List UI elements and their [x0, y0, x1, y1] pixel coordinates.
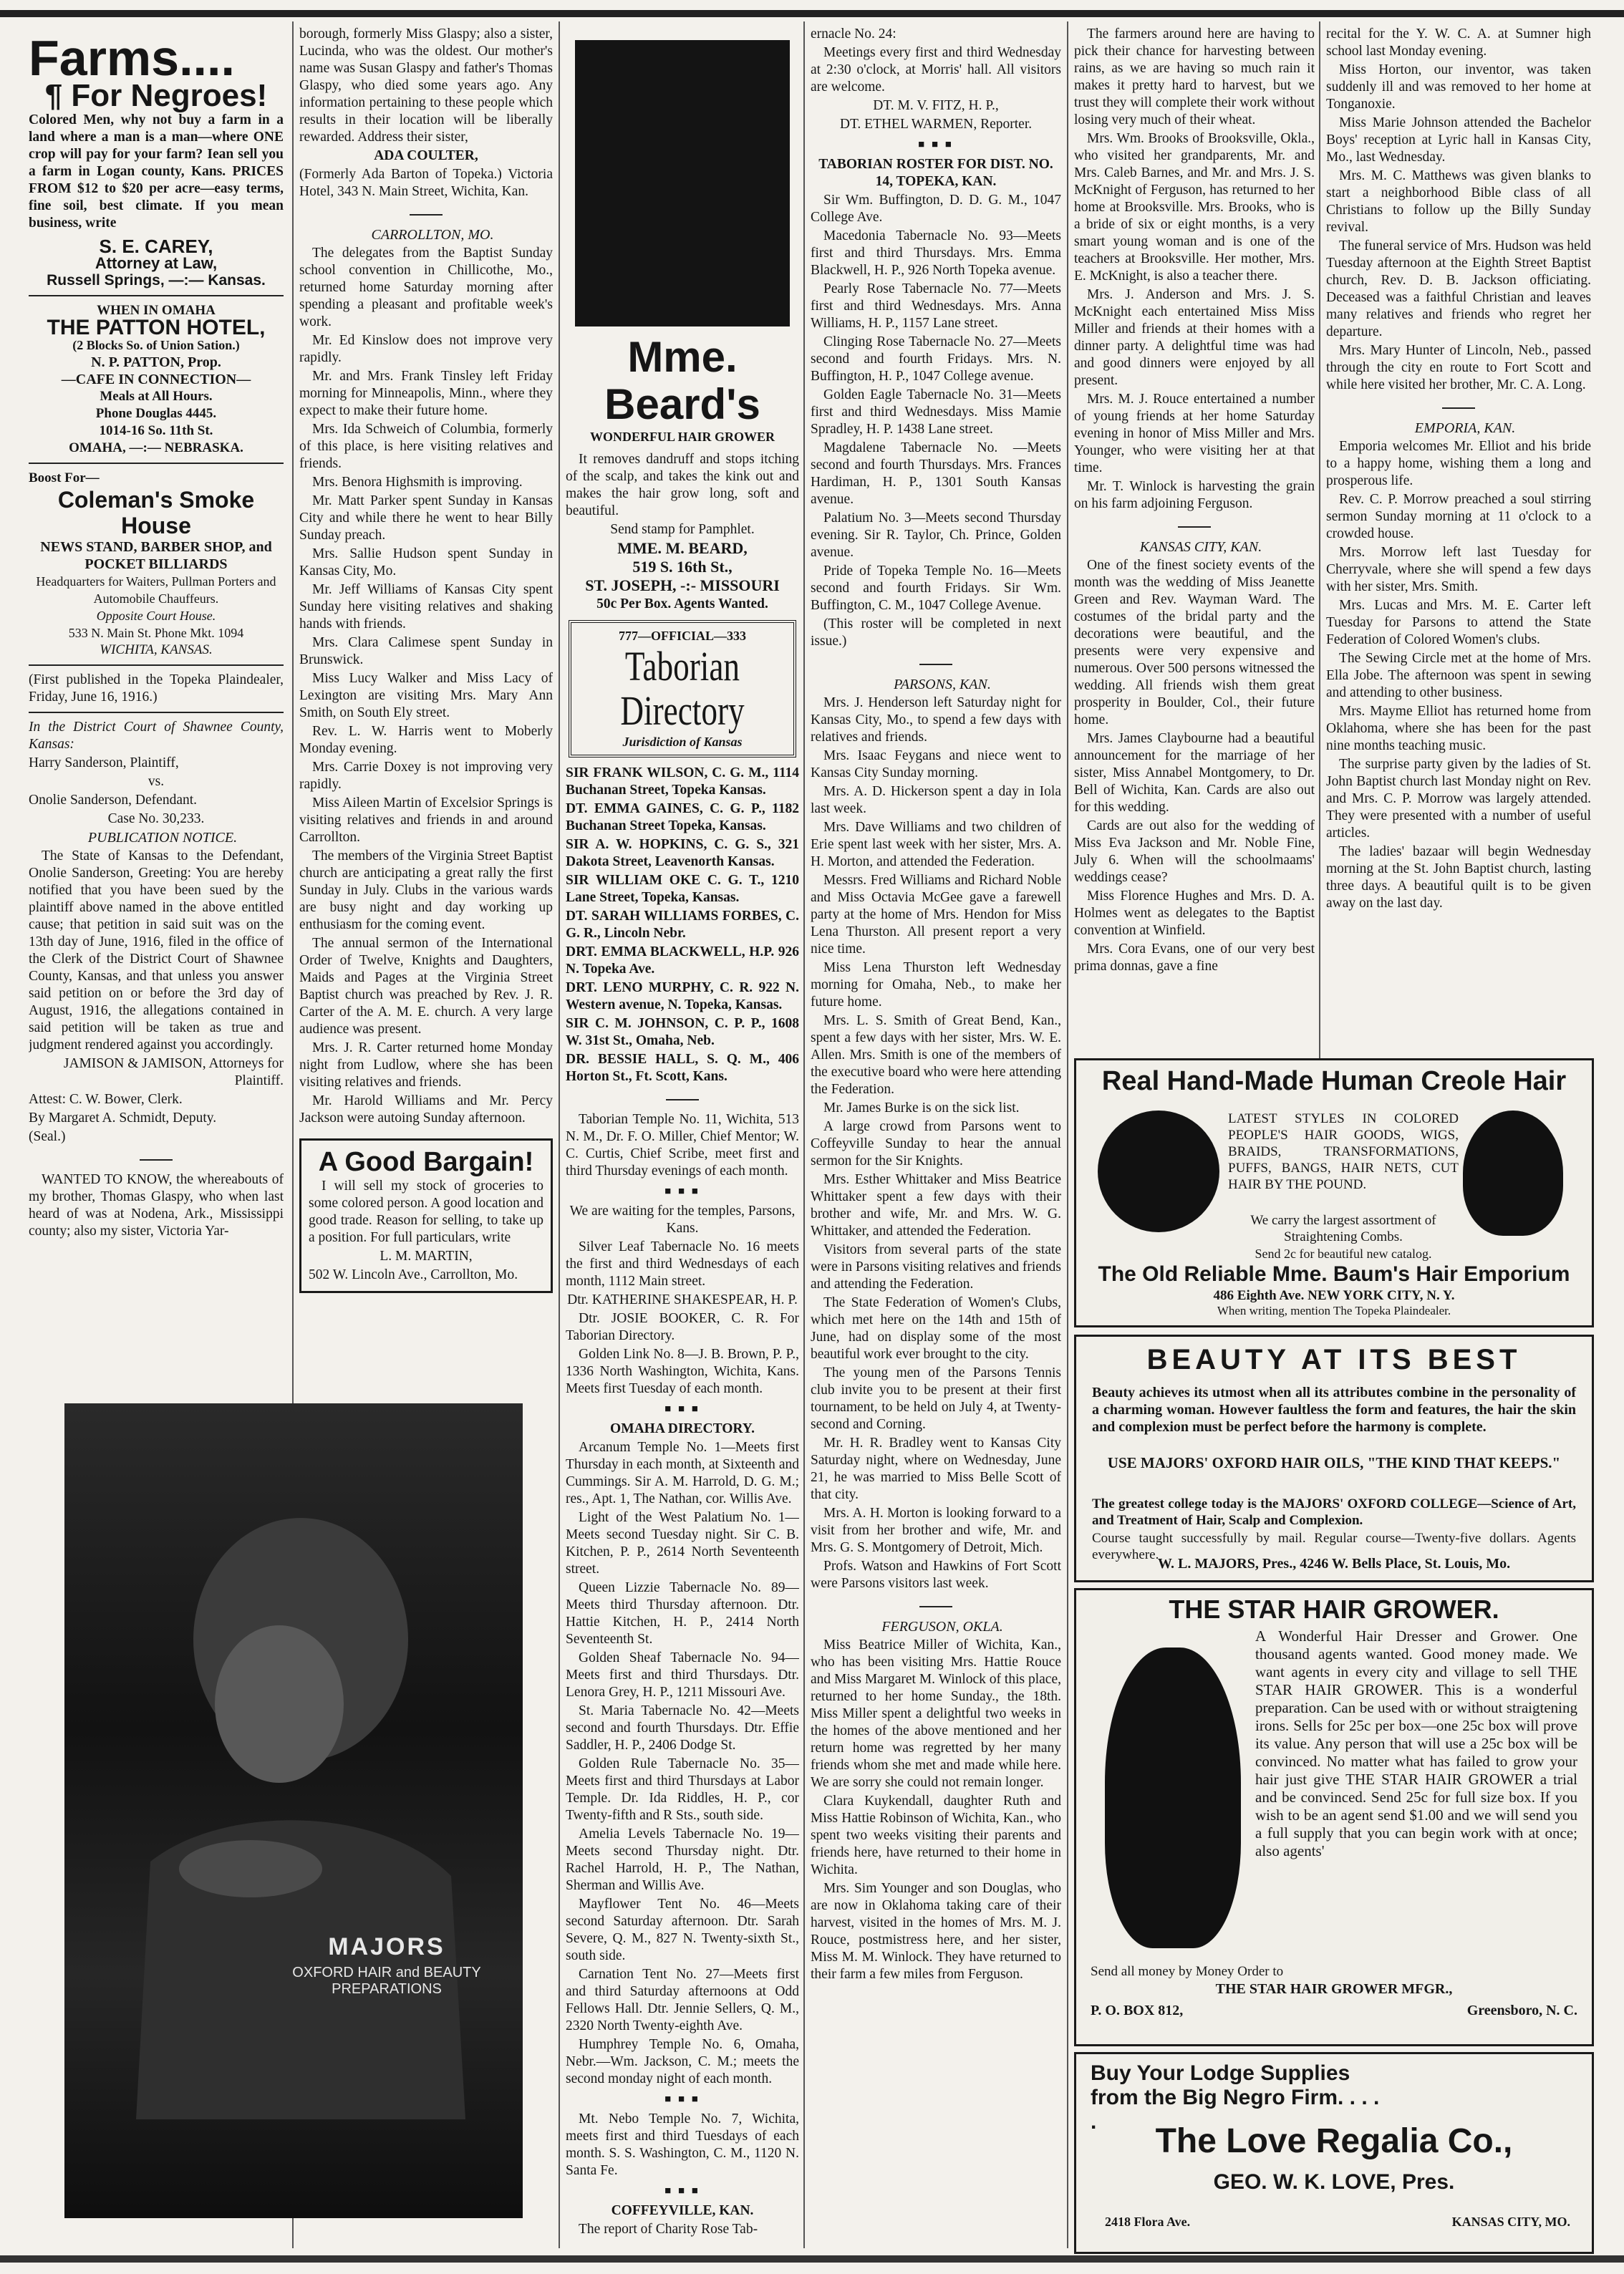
beauty-college: The greatest college today is the MAJORS' OXFORD COLLEGE—Science of Art, and Treatment of Hair, Scalp and Complexion.	[1092, 1496, 1576, 1528]
roster-entry: Magdalene Tabernacle No. —Meets second and fourth Thursdays. Mrs. Frances Hardiman, H. P., 1301 South Kansas avenue.	[811, 440, 1061, 507]
kansas-city-item: Miss Marie Johnson attended the Bachelor Boys' reception at Lyric hall in Kansas City, Mo., last Wednesday.	[1326, 115, 1591, 165]
star-hair-po: P. O. BOX 812,	[1091, 2003, 1184, 2018]
carrollton-item: Rev. L. W. Harris went to Moberly Monday evening.	[299, 724, 553, 756]
kansas-city-heading: KANSAS CITY, KAN.	[1139, 539, 1262, 555]
column-divider	[1319, 21, 1320, 1081]
patton-city: OMAHA, —:— NEBRASKA.	[69, 440, 243, 455]
beauty-body: Beauty achieves its utmost when all its attributes combine in the personality of a charming woman. However faultless the form and features, the hair the skin and complexion must be perfect before the harmony is complete.	[1092, 1385, 1576, 1435]
carey-title: Attorney at Law,	[95, 254, 218, 272]
ferguson-item: Mrs. M. J. Rouce entertained a number of young friends at her home Saturday evening in honor of Miss Miller and Mrs. Younger, who were visiting her at that time.	[1074, 392, 1315, 475]
star-hair-money: Send all money by Money Order to	[1091, 1964, 1284, 1979]
creole-hair-catalog: Send 2c for beautiful new catalog.	[1255, 1247, 1432, 1261]
roster-entry: Pearly Rose Tabernacle No. 77—Meets first and third Wednesdays. Mrs. Anna Williams, H. P., 1157 Lane street.	[811, 281, 1061, 331]
hair-switch-image	[1098, 1111, 1219, 1232]
good-bargain-ad	[299, 1138, 553, 1293]
farms-ad-body: Colored Men, why not buy a farm in a land where a man is a man—where ONE crop will pay for your farm? Iean sell you a farm in Logan county, Kans. PRICES FROM $12 to $20 per acre—easy terms, fine soil, best climate. If you mean business, write	[29, 112, 284, 231]
parsons-item: A large crowd from Parsons went to Coffeyville Sunday to hear the annual sermon for the Sir Knights.	[811, 1119, 1061, 1169]
directory-number: 777—OFFICIAL—333	[618, 629, 746, 643]
carrollton-item: Mr. Harold Williams and Mr. Percy Jackson were autoing Sunday afternoon.	[299, 1093, 553, 1126]
waiting-temples: We are waiting for the temples, Parsons, Kans.	[569, 1204, 796, 1236]
coleman-line3: Headquarters for Waiters, Pullman Porters and Automobile Chauffeurs.	[36, 574, 276, 606]
for-negroes-headline: ¶ For Negroes!	[44, 78, 268, 113]
carrollton-item: Mrs. Benora Highsmith is improving.	[312, 475, 523, 490]
regalia-city: KANSAS CITY, MO.	[1451, 2215, 1570, 2229]
good-bargain-title: A Good Bargain!	[318, 1147, 534, 1177]
charity-rose: The report of Charity Rose Tab-	[579, 2222, 758, 2237]
parsons-item: Mrs. A. H. Morton is looking forward to a visit from her brother and wife, Mr. and Mrs. G. S. Montgomery of Detroit, Mich.	[811, 1506, 1061, 1555]
majors-photo-brand: MAJORS	[328, 1933, 445, 1960]
column-divider	[559, 21, 560, 2248]
patton-address: 1014-16 So. 11th St.	[99, 423, 213, 438]
omaha-entry: Humphrey Temple No. 6, Omaha, Nebr.—Wm. Jackson, C. M.; meets the second monday night of each month.	[566, 2037, 799, 2086]
tabernacle-24: ernacle No. 24:	[811, 26, 896, 42]
creole-hair-combs: We carry the largest assortment of Straightening Combs.	[1250, 1213, 1436, 1244]
carrollton-item: Miss Aileen Martin of Excelsior Springs is visiting relatives and friends in and around Carrollton.	[299, 795, 553, 845]
carrollton-item: Mrs. Carrie Doxey is not improving very rapidly.	[299, 760, 553, 792]
plaintiff: Harry Sanderson, Plaintiff,	[29, 755, 179, 770]
separator	[299, 205, 553, 222]
kansas-city-item: Mrs. Cora Evans, one of our very best prima donnas, gave a fine	[1074, 942, 1315, 974]
directory-entry: DRT. EMMA BLACKWELL, H.P. 926 N. Topeka Ave.	[566, 944, 799, 977]
directory-entry: SIR WILLIAM OKE C. G. T., 1210 Lane Street, Topeka, Kansas.	[566, 873, 799, 905]
directory-entry: DT. EMMA GAINES, C. G. P., 1182 Buchanan Street Topeka, Kansas.	[566, 801, 799, 833]
omaha-entry: Golden Sheaf Tabernacle No. 94—Meets first and third Thursdays. Dtr. Lenora Grey, H. P., 1211 Missouri Ave.	[566, 1650, 799, 1700]
ferguson-item: Mr. T. Winlock is harvesting the grain on his farm adjoining Ferguson.	[1074, 479, 1315, 511]
section-mark: ■ ■ ■	[664, 1403, 700, 1415]
kansas-city-item: recital for the Y. W. C. A. at Sumner high school last Monday evening.	[1326, 26, 1591, 59]
patton-meals: Meals at All Hours.	[100, 389, 213, 404]
omaha-entry: Queen Lizzie Tabernacle No. 89—Meets third Thursday afternoon. Dtr. Hattie Kitchen, H. P., 2414 North Seventeenth St.	[566, 1580, 799, 1647]
parsons-item: The State Federation of Women's Clubs, which met here on the 14th and 15th of June, had on display some of the most beautiful work ever brought to the city.	[811, 1295, 1061, 1362]
beard-portrait-image	[575, 40, 790, 326]
parsons-item: Mr. H. R. Bradley went to Kansas City Saturday night, where on Wednesday, June 21, he was married to Miss Belle Scott of that city.	[811, 1436, 1061, 1502]
beard-name: MME. M. BEARD,	[617, 539, 748, 557]
section-mark: ■ ■ ■	[918, 139, 954, 150]
coleman-address: 533 N. Main St. Phone Mkt. 1094	[68, 626, 244, 640]
separator	[566, 1090, 799, 1107]
carrollton-item: Mr. Ed Kinslow does not improve very rapidly.	[299, 333, 553, 365]
carrollton-heading: CARROLLTON, MO.	[371, 227, 494, 243]
section-mark: ■ ■ ■	[664, 1186, 700, 1197]
carey-name: S. E. CAREY,	[99, 236, 213, 257]
carrollton-item: Mr. Jeff Williams of Kansas City spent Sunday here visiting relatives and shaking hands with friends.	[299, 582, 553, 632]
ferguson-item: The farmers around here are having to pick their chance for harvesting between rains, as we are having so much rain it makes it pretty hard to harvest, but we trust they will complete their work without losing very much of their wheat.	[1074, 26, 1315, 127]
regalia-company: The Love Regalia Co.,	[1155, 2122, 1513, 2160]
creole-hair-body: LATEST STYLES IN COLORED PEOPLE'S HAIR GOODS, WIGS, BRAIDS, TRANSFORMATIONS, PUFFS, BANGS, HAIR NETS, CUT HAIR BY THE POUND.	[1228, 1111, 1459, 1192]
omaha-entry: Arcanum Temple No. 1—Meets first Thursday in each month, at Sixteenth and Cummings. Sir A. M. Harrold, D. G. M.; res., Apt. 1, The Nathan, cor. Willis Ave.	[566, 1440, 799, 1506]
directory-entry: SIR A. W. HOPKINS, C. G. S., 321 Dakota Street, Leavenorth Kansas.	[566, 837, 799, 869]
taborian-temple-11: Taborian Temple No. 11, Wichita, 513 N. M., Dr. F. O. Miller, Chief Mentor; W. C. Curtis, Chief Scribe, meet first and third Thursday evenings of each month.	[566, 1112, 799, 1179]
roster-entry: Clinging Rose Tabernacle No. 27—Meets second and fourth Fridays. Mrs. N. Buffington, H. P., 1047 College avenue.	[811, 334, 1061, 384]
carrollton-item: Mrs. Ida Schweich of Columbia, formerly of this place, is here visiting relatives and friends.	[299, 422, 553, 471]
emporia-item: Mrs. Lucas and Mrs. M. E. Carter left Tuesday for Parsons to attend the State Federation of Colored Women's clubs.	[1326, 598, 1591, 647]
parsons-item: Mrs. A. D. Hickerson spent a day in Iola last week.	[811, 784, 1061, 816]
carrollton-item: The delegates from the Baptist Sunday school convention in Chillicothe, Mo., returned home Saturday morning after spending a pleasant and profitable week's work.	[299, 246, 553, 329]
parsons-item: Mr. James Burke is on the sick list.	[823, 1100, 1020, 1116]
directory-entry: DRT. LENO MURPHY, C. R. 922 N. Western avenue, N. Topeka, Kansas.	[566, 980, 799, 1012]
roster-entry: Sir Wm. Buffington, D. D. G. M., 1047 College Ave.	[811, 193, 1061, 225]
beauty-course: Course taught successfully by mail. Regular course—Twenty-five dollars. Agents everywhere.	[1092, 1531, 1576, 1562]
kansas-city-item: Miss Florence Hughes and Mrs. D. A. Holmes went as delegates to the Baptist convention at Winfield.	[1074, 889, 1315, 938]
glaspy-continued: borough, formerly Miss Glaspy; also a sister, Lucinda, who was the oldest. Our mother's name was Susan Glaspy and father's Thomas Glaspy, who died some years ago. Any information pertaining to these people which results in their location will be liberally rewarded. Address their sister,	[299, 26, 553, 145]
carrollton-item: Mrs. Clara Calimese spent Sunday in Brunswick.	[299, 635, 553, 667]
omaha-entry: St. Maria Tabernacle No. 42—Meets second and fourth Thursdays. Dtr. Effie Saddler, H. P., 2406 Dodge St.	[566, 1703, 799, 1753]
patton-cafe: —CAFE IN CONNECTION—	[61, 372, 251, 387]
ferguson-item: Mrs. Wm. Brooks of Brooksville, Okla., who visited her grandparents, Mr. and Mrs. Caleb Barnes, and Mr. and Mrs. J. S. McKnight of Ferguson, has returned to her home at Brooksville. Mrs. Brooks, who is a bride of six or eight months, is a very smart young woman and is one of the teachers at Brooksville. Her mother, Mrs. E. McKnight, is also a teacher there.	[1074, 131, 1315, 284]
case-number: Case No. 30,233.	[107, 811, 205, 826]
baum-emporium-title: The Old Reliable Mme. Baum's Hair Emporium	[1098, 1262, 1570, 1286]
omaha-entry: Golden Rule Tabernacle No. 35—Meets first and third Thursdays at Labor Temple. Dr. Ida Riddles, H. P., cor Twenty-fifth and R Sts., south side.	[566, 1756, 799, 1823]
beard-address: 519 S. 16th St.,	[632, 558, 733, 576]
separator	[1074, 517, 1315, 534]
defendant: Onolie Sanderson, Defendant.	[29, 793, 198, 808]
creole-hair-ad	[1074, 1058, 1594, 1327]
beard-title: Mme. Beard's	[604, 333, 760, 428]
deputy-line: By Margaret A. Schmidt, Deputy.	[29, 1111, 217, 1126]
patton-prop: N. P. PATTON, Prop.	[91, 354, 221, 370]
booker: Dtr. JOSIE BOOKER, C. R. For Taborian Directory.	[566, 1311, 799, 1343]
mt-nebo: Mt. Nebo Temple No. 7, Wichita, meets first and third Tuesdays of each month. S. S. Washington, C. M., 1120 N. Santa Fe.	[566, 2111, 799, 2178]
patton-phone: Phone Douglas 4445.	[95, 406, 217, 421]
carey-city: Russell Springs, —:— Kansas.	[47, 272, 266, 289]
coleman-line2: POCKET BILLIARDS	[84, 556, 228, 572]
regalia-address: 2418 Flora Ave.	[1105, 2215, 1191, 2229]
kansas-city-item: The funeral service of Mrs. Hudson was held Tuesday afternoon at the Eighth Street Baptist church, Rev. D. B. Jackson officiating. Deceased was a faithful Christian and leaves many relatives and friends who regret her departure.	[1326, 238, 1591, 339]
omaha-entry: Amelia Levels Tabernacle No. 19—Meets second Thursday night. Dtr. Rachel Harrold, H. P., The Nathan, Sherman and Willis Ave.	[566, 1827, 799, 1893]
kansas-city-item: Miss Horton, our inventor, was taken suddenly ill and was removed to her home at Tonganoxie.	[1326, 62, 1591, 112]
patton-location: (2 Blocks So. of Union Sation.)	[72, 338, 240, 352]
emporia-item: The surprise party given by the ladies of St. John Baptist church last Monday night on Rev. and Mrs. C. P. Morrow was largely attended. They were presented with a number of useful articles.	[1326, 757, 1591, 841]
beauty-use-oils: USE MAJORS' OXFORD HAIR OILS, "THE KIND THAT KEEPS."	[1107, 1454, 1561, 1471]
coffeyville-heading: COFFEYVILLE, KAN.	[611, 2203, 754, 2218]
baum-mention: When writing, mention The Topeka Plaindealer.	[1217, 1304, 1451, 1317]
coleman-opposite: Opposite Court House.	[96, 609, 216, 623]
beauty-address: W. L. MAJORS, Pres., 4246 W. Bells Place, St. Louis, Mo.	[1157, 1556, 1511, 1572]
carrollton-item: The annual sermon of the International Order of Twelve, Knights and Daughters, Maids and Pages at the Virginia Street Baptist church was preached by Rev. J. R. Carter of the A. M. E. church. A very large audience was present.	[299, 936, 553, 1037]
column-divider	[803, 21, 805, 2248]
taborian-directory-title: Taborian Directory	[620, 643, 745, 734]
parsons-item: Mrs. J. Henderson left Saturday night for Kansas City, Mo., to spend a few days with relatives and friends.	[811, 695, 1061, 745]
fitz: DT. M. V. FITZ, H. P.,	[873, 98, 999, 113]
creole-hair-title: Real Hand-Made Human Creole Hair	[1101, 1066, 1567, 1096]
emporia-item: The ladies' bazaar will begin Wednesday morning at the St. John Baptist church, lasting three days. A beautiful quilt is to be given away on the last day.	[1326, 844, 1591, 911]
farms-headline: Farms....	[29, 30, 235, 86]
reporter: DT. ETHEL WARMEN, Reporter.	[839, 117, 1033, 132]
roster-entry: Golden Eagle Tabernacle No. 31—Meets first and third Wednesdays. Miss Mamie Spradley, H. P. 1438 Lane street.	[811, 387, 1061, 437]
publication-notice-body: The State of Kansas to the Defendant, Onolie Sanderson, Greeting: You are hereby notified that you have been sued by the plaintiff above named in the above entitled cause; that petition in said suit was on the 13th day of June, 1916, filed in the office of the Clerk of the District Court of Shawnee County, Kansas, and that unless you answer said petition on or before the 3rd day of August, 1916, the allegations contained in said petition will be taken as true and judgment rendered against you accordingly.	[29, 848, 284, 1053]
omaha-entry: Light of the West Palatium No. 1—Meets second Tuesday night. Sir C. B. Kitchen, P. P., 2614 North Seventeenth street.	[566, 1510, 799, 1577]
kansas-city-item: Mrs. James Claybourne had a beautiful announcement for the marriage of her sister, Miss Annabel Montgomery, to Dr. Bell of Wichita, Kan. Cards are also out for this wedding.	[1074, 731, 1315, 815]
separator	[811, 654, 1061, 672]
directory-jurisdiction: Jurisdiction of Kansas	[622, 735, 743, 749]
publication-notice-heading: PUBLICATION NOTICE.	[87, 830, 238, 846]
carrollton-item: Mrs. J. R. Carter returned home Monday night from Ludlow, where she has been visiting relatives and friends.	[299, 1040, 553, 1090]
good-bargain-body: I will sell my stock of groceries to some colored person. A good location and good trade. Reason for selling, to take up a position. For full particulars, write	[309, 1179, 543, 1245]
ada-coulter-address: (Formerly Ada Barton of Topeka.) Victoria Hotel, 343 N. Main Street, Wichita, Kan.	[299, 167, 553, 199]
emporia-item: Emporia welcomes Mr. Elliot and his bride to a happy home, wishing them a long and prosperous life.	[1326, 439, 1591, 488]
star-hair-body: A Wonderful Hair Dresser and Grower. One thousand agents wanted. Good money made. We want agents in every city and village to sell THE STAR HAIR GROWER. This is a wonderful preparation. Can be used with or without straigtening irons. Sells for 25c per box—one 25c box will prove its value. Any person that will use a 25c box will be convinced. No matter what has failed to grow your hair just give THE STAR HAIR GROWER a trial and be convinced. Send 25c for full size box. If you wish to be an agent send $1.00 and we will send you a full supply that you can begin work with at once; also agents'	[1255, 1627, 1577, 1859]
beauty-title: BEAUTY AT ITS BEST	[1146, 1344, 1522, 1375]
separator	[29, 1150, 284, 1167]
star-hair-title: THE STAR HAIR GROWER.	[1169, 1595, 1499, 1624]
top-rule	[0, 10, 1624, 17]
roster-entry: Palatium No. 3—Meets second Thursday evening. Sir R. Taylor, Ch. Prince, Golden avenue.	[811, 511, 1061, 560]
parsons-item: Mrs. L. S. Smith of Great Bend, Kan., spent a few days with her sister, Mrs. W. E. Allen. Mrs. Smith is one of the members of the executive board who were here attending the Federation.	[811, 1013, 1061, 1097]
omaha-entry: Carnation Tent No. 27—Meets first and third Saturday afternoons at Odd Fellows Hall. Dtr. Jennie Sellers, Q. M., 2320 North Twenty-eighth Ave.	[566, 1967, 799, 2033]
parsons-item: Mrs. Esther Whittaker and Miss Beatrice Whittaker spent a few days with their brother and wife, Mr. and Mrs. W. G. Whittaker, and attended the Federation.	[811, 1172, 1061, 1239]
section-mark: ■ ■ ■	[664, 2094, 700, 2105]
parsons-item: The young men of the Parsons Tennis club invite you to be present at their first tournament, to be held on July 4, at Twenty-second and Corning.	[811, 1365, 1061, 1432]
star-hair-grower-ad	[1074, 1588, 1594, 2046]
roster-note: (This roster will be completed in next issue.)	[811, 616, 1061, 649]
majors-photo-ad	[64, 1403, 523, 2218]
good-bargain-address: 502 W. Lincoln Ave., Carrollton, Mo.	[309, 1267, 518, 1282]
emporia-item: Mrs. Morrow left last Tuesday for Cherryvale, where she will spend a few days with her sister, Mrs. Smith.	[1326, 545, 1591, 594]
first-published: (First published in the Topeka Plaindealer, Friday, June 16, 1916.)	[29, 672, 284, 705]
ferguson-item: Mrs. Sim Younger and son Douglas, who are now in Oklahoma taking care of their harvest, visited in the homes of Mrs. M. J. Rouce, postmistress here, and her sister, Miss M. M. Winlock. They have returned to their farm a few miles from Ferguson.	[811, 1881, 1061, 1982]
versus: vs.	[148, 774, 165, 789]
meetings: Meetings every first and third Wednesday at 2:30 o'clock, at Morris' hall. All visitors are welcome.	[811, 45, 1061, 95]
majors-photo-subtitle: OXFORD HAIR and BEAUTY PREPARATIONS	[292, 1965, 481, 1997]
directory-entry: SIR C. M. JOHNSON, C. P. P., 1608 W. 31st St., Omaha, Neb.	[566, 1016, 799, 1048]
seal-line: (Seal.)	[29, 1129, 66, 1144]
beard-stamp: Send stamp for Pamphlet.	[610, 522, 755, 537]
ferguson-heading: FERGUSON, OKLA.	[881, 1619, 1003, 1635]
column-1	[29, 26, 284, 1400]
kansas-city-item: Mrs. M. C. Matthews was given blanks to start a neighborhood Bible class of all Christians to follow up the Billy Sunday revival.	[1326, 168, 1591, 235]
carrollton-item: Miss Lucy Walker and Miss Lacy of Lexington are visiting Mrs. Mary Ann Smith, on South Ely street.	[299, 671, 553, 720]
parsons-item: Miss Lena Thurston left Wednesday morning for Omaha, Neb., to make her future home.	[811, 960, 1061, 1010]
shakespear: Dtr. KATHERINE SHAKESPEAR, H. P.	[567, 1292, 798, 1307]
wanted-to-know: WANTED TO KNOW, the whereabouts of my brother, Thomas Glaspy, who when last heard of was at Nodena, Ark., Mississippi county; also my sister, Victoria Yar-	[29, 1172, 284, 1239]
beard-subtitle: WONDERFUL HAIR GROWER	[589, 430, 775, 444]
coleman-city: WICHITA, KANSAS.	[100, 642, 213, 657]
bottom-rule	[0, 2255, 1624, 2263]
golden-link: Golden Link No. 8—J. B. Brown, P. P., 1336 North Washington, Wichita, Kans. Meets first Tuesday of each month.	[566, 1347, 799, 1396]
beauty-ad	[1074, 1335, 1594, 1582]
omaha-entry: Mayflower Tent No. 46—Meets second Saturday afternoon. Dtr. Sarah Severe, Q. M., 827 N. Twenty-sixth St., south side.	[566, 1897, 799, 1963]
carrollton-item: Mr. Matt Parker spent Sunday in Kansas City and while there he went to hear Billy Sunday preach.	[299, 493, 553, 543]
parsons-item: Visitors from several parts of the state were in Parsons visiting relatives and friends and attending the Federation.	[811, 1242, 1061, 1292]
majors-photo-figure	[64, 1403, 523, 2218]
beard-body: It removes dandruff and stops itching of the scalp, and takes the kink out and makes the hair grow long, soft and beautiful.	[566, 452, 799, 518]
silver-leaf: Silver Leaf Tabernacle No. 16 meets the first and third Wednesdays of each month, 1112 Main street.	[566, 1239, 799, 1289]
kansas-city-item: Mrs. Mary Hunter of Lincoln, Neb., passed through the city en route to Fort Scott and while here visited her brother, Mr. C. A. Long.	[1326, 343, 1591, 392]
emporia-item: Mrs. Mayme Elliot has returned home from Oklahoma, where she has been for the past nine months teaching music.	[1326, 704, 1591, 753]
omaha-when: WHEN IN OMAHA	[97, 303, 216, 318]
parsons-item: Mrs. Dave Williams and two children of Erie spent last week with her sister, Mrs. A. H. Morton, and attended the Federation.	[811, 820, 1061, 869]
section-mark: ■ ■ ■	[664, 2185, 700, 2197]
column-6	[1326, 26, 1591, 1057]
directory-entry: SIR FRANK WILSON, C. G. M., 1114 Buchanan Street, Topeka Kansas.	[566, 765, 799, 798]
kansas-city-item: One of the finest society events of the month was the wedding of Miss Jeanette Green and Rev. Wayman Ward. The costumes of the bridal party and the decorations were beautiful, and the presents were very expensive and numerous. Over 500 persons witnessed the wedding. All friends wish them great prosperity in Boulder, Col., their future home.	[1074, 558, 1315, 727]
directory-entry: DT. SARAH WILLIAMS FORBES, C. G. R., Lincoln Nebr.	[566, 909, 799, 941]
parsons-item: Profs. Watson and Hawkins of Fort Scott were Parsons visitors last week.	[811, 1559, 1061, 1591]
separator	[811, 1597, 1061, 1614]
love-regalia-ad	[1074, 2052, 1594, 2254]
beard-city: ST. JOSEPH, -:- MISSOURI	[585, 576, 780, 594]
column-4	[811, 26, 1061, 2245]
jamison-attorneys: JAMISON & JAMISON, Attorneys for Plaintiff.	[63, 1056, 284, 1088]
emporia-item: The Sewing Circle met at the home of Mrs. Ella Jobe. The afternoon was spent in sewing and attending to other business.	[1326, 651, 1591, 700]
roster-entry: Macedonia Tabernacle No. 93—Meets first and third Thursdays. Mrs. Emma Blackwell, H. P., 926 North Topeka avenue.	[811, 228, 1061, 278]
column-5	[1074, 26, 1315, 1057]
star-hair-city: Greensboro, N. C.	[1466, 2003, 1577, 2018]
directory-entry: DR. BESSIE HALL, S. Q. M., 406 Horton St., Ft. Scott, Kans.	[566, 1052, 799, 1084]
coleman-line1: NEWS STAND, BARBER SHOP, and	[40, 539, 272, 555]
taborian-directory-box	[569, 620, 796, 758]
boost-for: Boost For—	[29, 470, 100, 485]
column-divider	[1067, 21, 1068, 2248]
woman-long-hair-image	[1105, 1648, 1241, 1948]
beard-price: 50c Per Box. Agents Wanted.	[596, 596, 768, 611]
carrollton-item: Mr. and Mrs. Frank Tinsley left Friday morning for Minneapolis, Minn., where they expect to make their future home.	[299, 369, 553, 418]
court-heading: In the District Court of Shawnee County, Kansas:	[29, 720, 284, 752]
parsons-item: Mrs. Isaac Feygans and niece went to Kansas City Sunday morning.	[811, 748, 1061, 780]
attest-line: Attest: C. W. Bower, Clerk.	[29, 1092, 183, 1107]
emporia-item: Rev. C. P. Morrow preached a soul stirring sermon Sunday morning at 11 o'clock to a crowded house.	[1326, 492, 1591, 541]
lodge-supplies-title: Buy Your Lodge Supplies from the Big Negro Firm. . . . .	[1091, 2061, 1380, 2134]
woman-silhouette-image	[1463, 1111, 1563, 1236]
emporia-heading: EMPORIA, KAN.	[1414, 420, 1516, 436]
good-bargain-name: L. M. MARTIN,	[380, 1249, 473, 1264]
ada-coulter: ADA COULTER,	[374, 148, 478, 163]
carrollton-item: Mrs. Sallie Hudson spent Sunday in Kansas City, Mo.	[299, 546, 553, 579]
separator	[1326, 398, 1591, 415]
regalia-president: GEO. W. K. LOVE, Pres.	[1213, 2170, 1455, 2194]
patton-hotel-title: THE PATTON HOTEL,	[47, 316, 266, 339]
ferguson-item: Miss Beatrice Miller of Wichita, Kan., who has been visiting Mrs. Hattie Rouce and Miss Margaret M. Winlock of this place, returned to her home Sunday., the 18th. Miss Miller spent a delightful two weeks in the homes of the above mentioned and her return home was regretted by her many friends whom she met and made while here. We are sorry she could not remain longer.	[811, 1637, 1061, 1790]
ferguson-item: Clara Kuykendall, daughter Ruth and Miss Hattie Robinson of Wichita, Kan., who spent two weeks visiting their parents and friends here, have returned to their home in Wichita.	[811, 1794, 1061, 1877]
kansas-city-item: Cards are out also for the wedding of Miss Eva Jackson and Mr. Noble Fine, July 6. When will the schoolmaams' weddings cease?	[1074, 818, 1315, 885]
baum-address: 486 Eighth Ave. NEW YORK CITY, N. Y.	[1213, 1288, 1455, 1303]
ferguson-item: Mrs. J. Anderson and Mrs. J. S. McKnight each entertained Miss Miss Miller and friends at their homes with a dinner party. A delightful time was had and good dinners were enjoyed by all present.	[1074, 287, 1315, 388]
roster-title: TABORIAN ROSTER FOR DIST. NO. 14, TOPEKA, KAN.	[818, 157, 1053, 189]
coleman-title: Coleman's Smoke House	[57, 487, 255, 538]
parsons-item: Messrs. Fred Williams and Richard Noble and Miss Octavia McGee gave a farewell party at the home of Mrs. Hendon for Miss Lena Thurston. All present report a very nice time.	[811, 873, 1061, 957]
parsons-heading: PARSONS, KAN.	[894, 677, 991, 692]
column-2	[299, 26, 553, 1400]
omaha-directory-heading: OMAHA DIRECTORY.	[610, 1421, 755, 1436]
carrollton-item: The members of the Virginia Street Baptist church are anticipating a great rally the first Sunday in July. Clubs in the various wards are busy night and day working up enthusiasm for the coming event.	[299, 848, 553, 932]
star-hair-mfgr: THE STAR HAIR GROWER MFGR.,	[1215, 1981, 1453, 1997]
column-3	[566, 26, 799, 2245]
roster-entry: Pride of Topeka Temple No. 16—Meets second and fourth Fridays. Sir Wm. Buffington, C. M., 1047 College Avenue.	[811, 563, 1061, 613]
